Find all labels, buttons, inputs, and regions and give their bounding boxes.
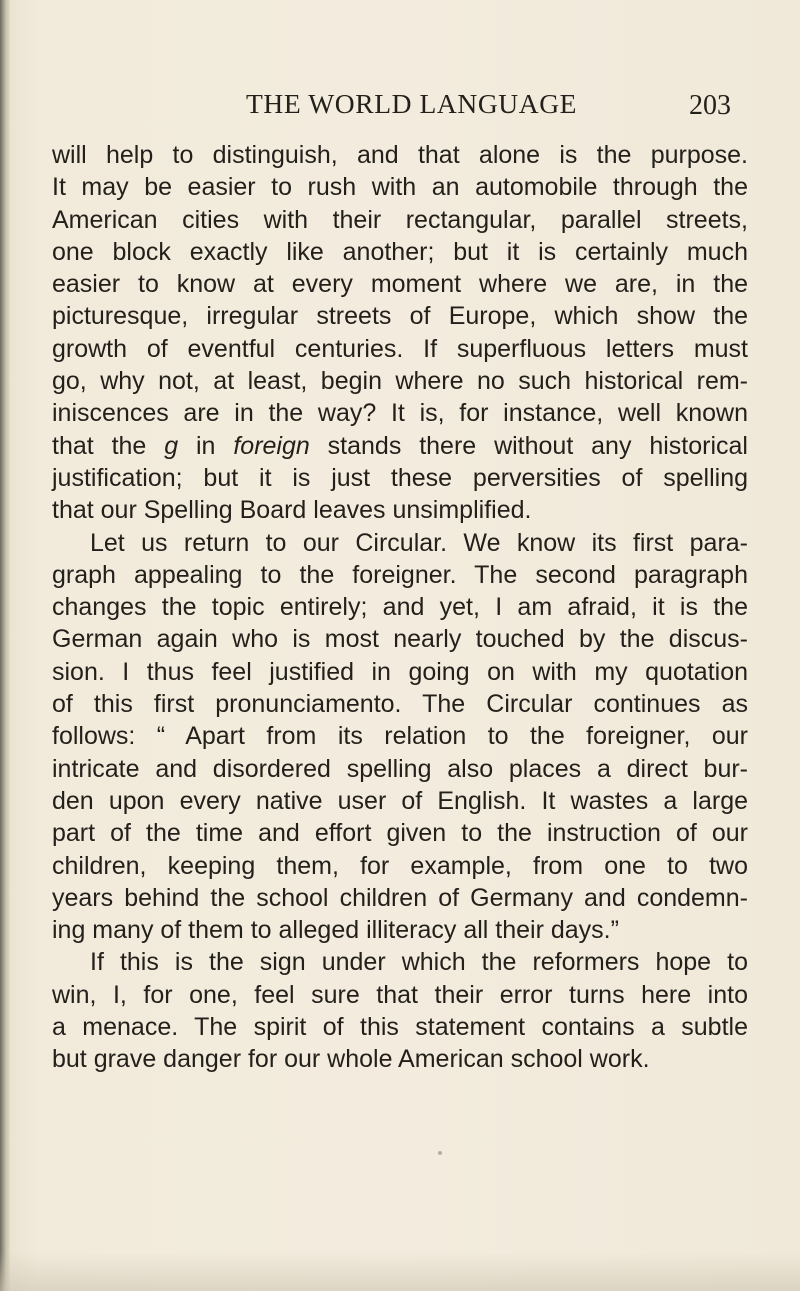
text-line: years behind the school children of Germany and condemn-	[52, 883, 748, 912]
text-line: American cities with their rectangular, parallel streets,	[52, 205, 748, 234]
text-line: German again who is most nearly touched by the discus-	[52, 625, 748, 654]
text-line: iniscences are in the way? It is, for instance, well known	[52, 399, 748, 428]
body-text	[52, 139, 748, 1076]
italic-foreign: foreign	[233, 431, 310, 460]
text-line: changes the topic entirely; and yet, I am afraid, it is the	[52, 593, 748, 622]
text-fragment: that the	[52, 431, 165, 460]
paragraph-start-line: Let us return to our Circular. We know its first para-	[90, 528, 748, 557]
running-head	[0, 86, 800, 126]
text-fragment: stands there without any historical	[309, 431, 748, 460]
text-line: It may be easier to rush with an automobile through the	[52, 173, 748, 202]
text-line: sion. I thus feel justified in going on with my quotation	[52, 657, 748, 686]
italic-g: g	[164, 431, 179, 460]
text-line: graph appealing to the foreigner. The second paragraph	[52, 560, 748, 589]
text-line: children, keeping them, for example, from one to two	[52, 851, 748, 880]
text-line: justification; but it is just these perversities of spelling	[52, 463, 748, 492]
text-line: follows: “ Apart from its relation to the foreigner, our	[52, 722, 748, 751]
text-line: growth of eventful centuries. If superfluous letters must	[52, 334, 748, 363]
text-line: will help to distinguish, and that alone is the purpose.	[52, 141, 748, 169]
text-line: ing many of them to alleged illiteracy all their days.”	[52, 916, 619, 945]
text-line: den upon every native user of English. It wastes a large	[52, 786, 748, 815]
text-line: picturesque, irregular streets of Europe, which show the	[52, 302, 748, 331]
text-line: go, why not, at least, begin where no such historical rem-	[52, 367, 748, 396]
text-line: win, I, for one, feel sure that their error turns here into	[52, 980, 748, 1009]
text-line: of this first pronunciamento. The Circular continues as	[52, 690, 748, 719]
page-binding-edge	[0, 0, 10, 1291]
paragraph-start-line: If this is the sign under which the reformers hope to	[90, 948, 748, 977]
page-bottom-edge	[0, 1251, 800, 1291]
text-line: part of the time and effort given to the instruction of our	[52, 819, 748, 848]
running-title: THE WORLD LANGUAGE	[246, 88, 578, 119]
text-fragment: in	[178, 431, 234, 460]
paper-fleck	[438, 1151, 442, 1155]
text-line: easier to know at every moment where we are, in the	[52, 270, 748, 299]
page-number: 203	[689, 90, 731, 121]
text-line: one block exactly like another; but it is certainly much	[52, 237, 748, 266]
text-line-with-italics	[52, 430, 748, 462]
text-line: intricate and disordered spelling also places a direct bur-	[52, 754, 748, 783]
text-line: but grave danger for our whole American school work.	[52, 1045, 650, 1074]
text-line: a menace. The spirit of this statement contains a subtle	[52, 1013, 748, 1042]
text-line: that our Spelling Board leaves unsimplified.	[52, 496, 532, 525]
